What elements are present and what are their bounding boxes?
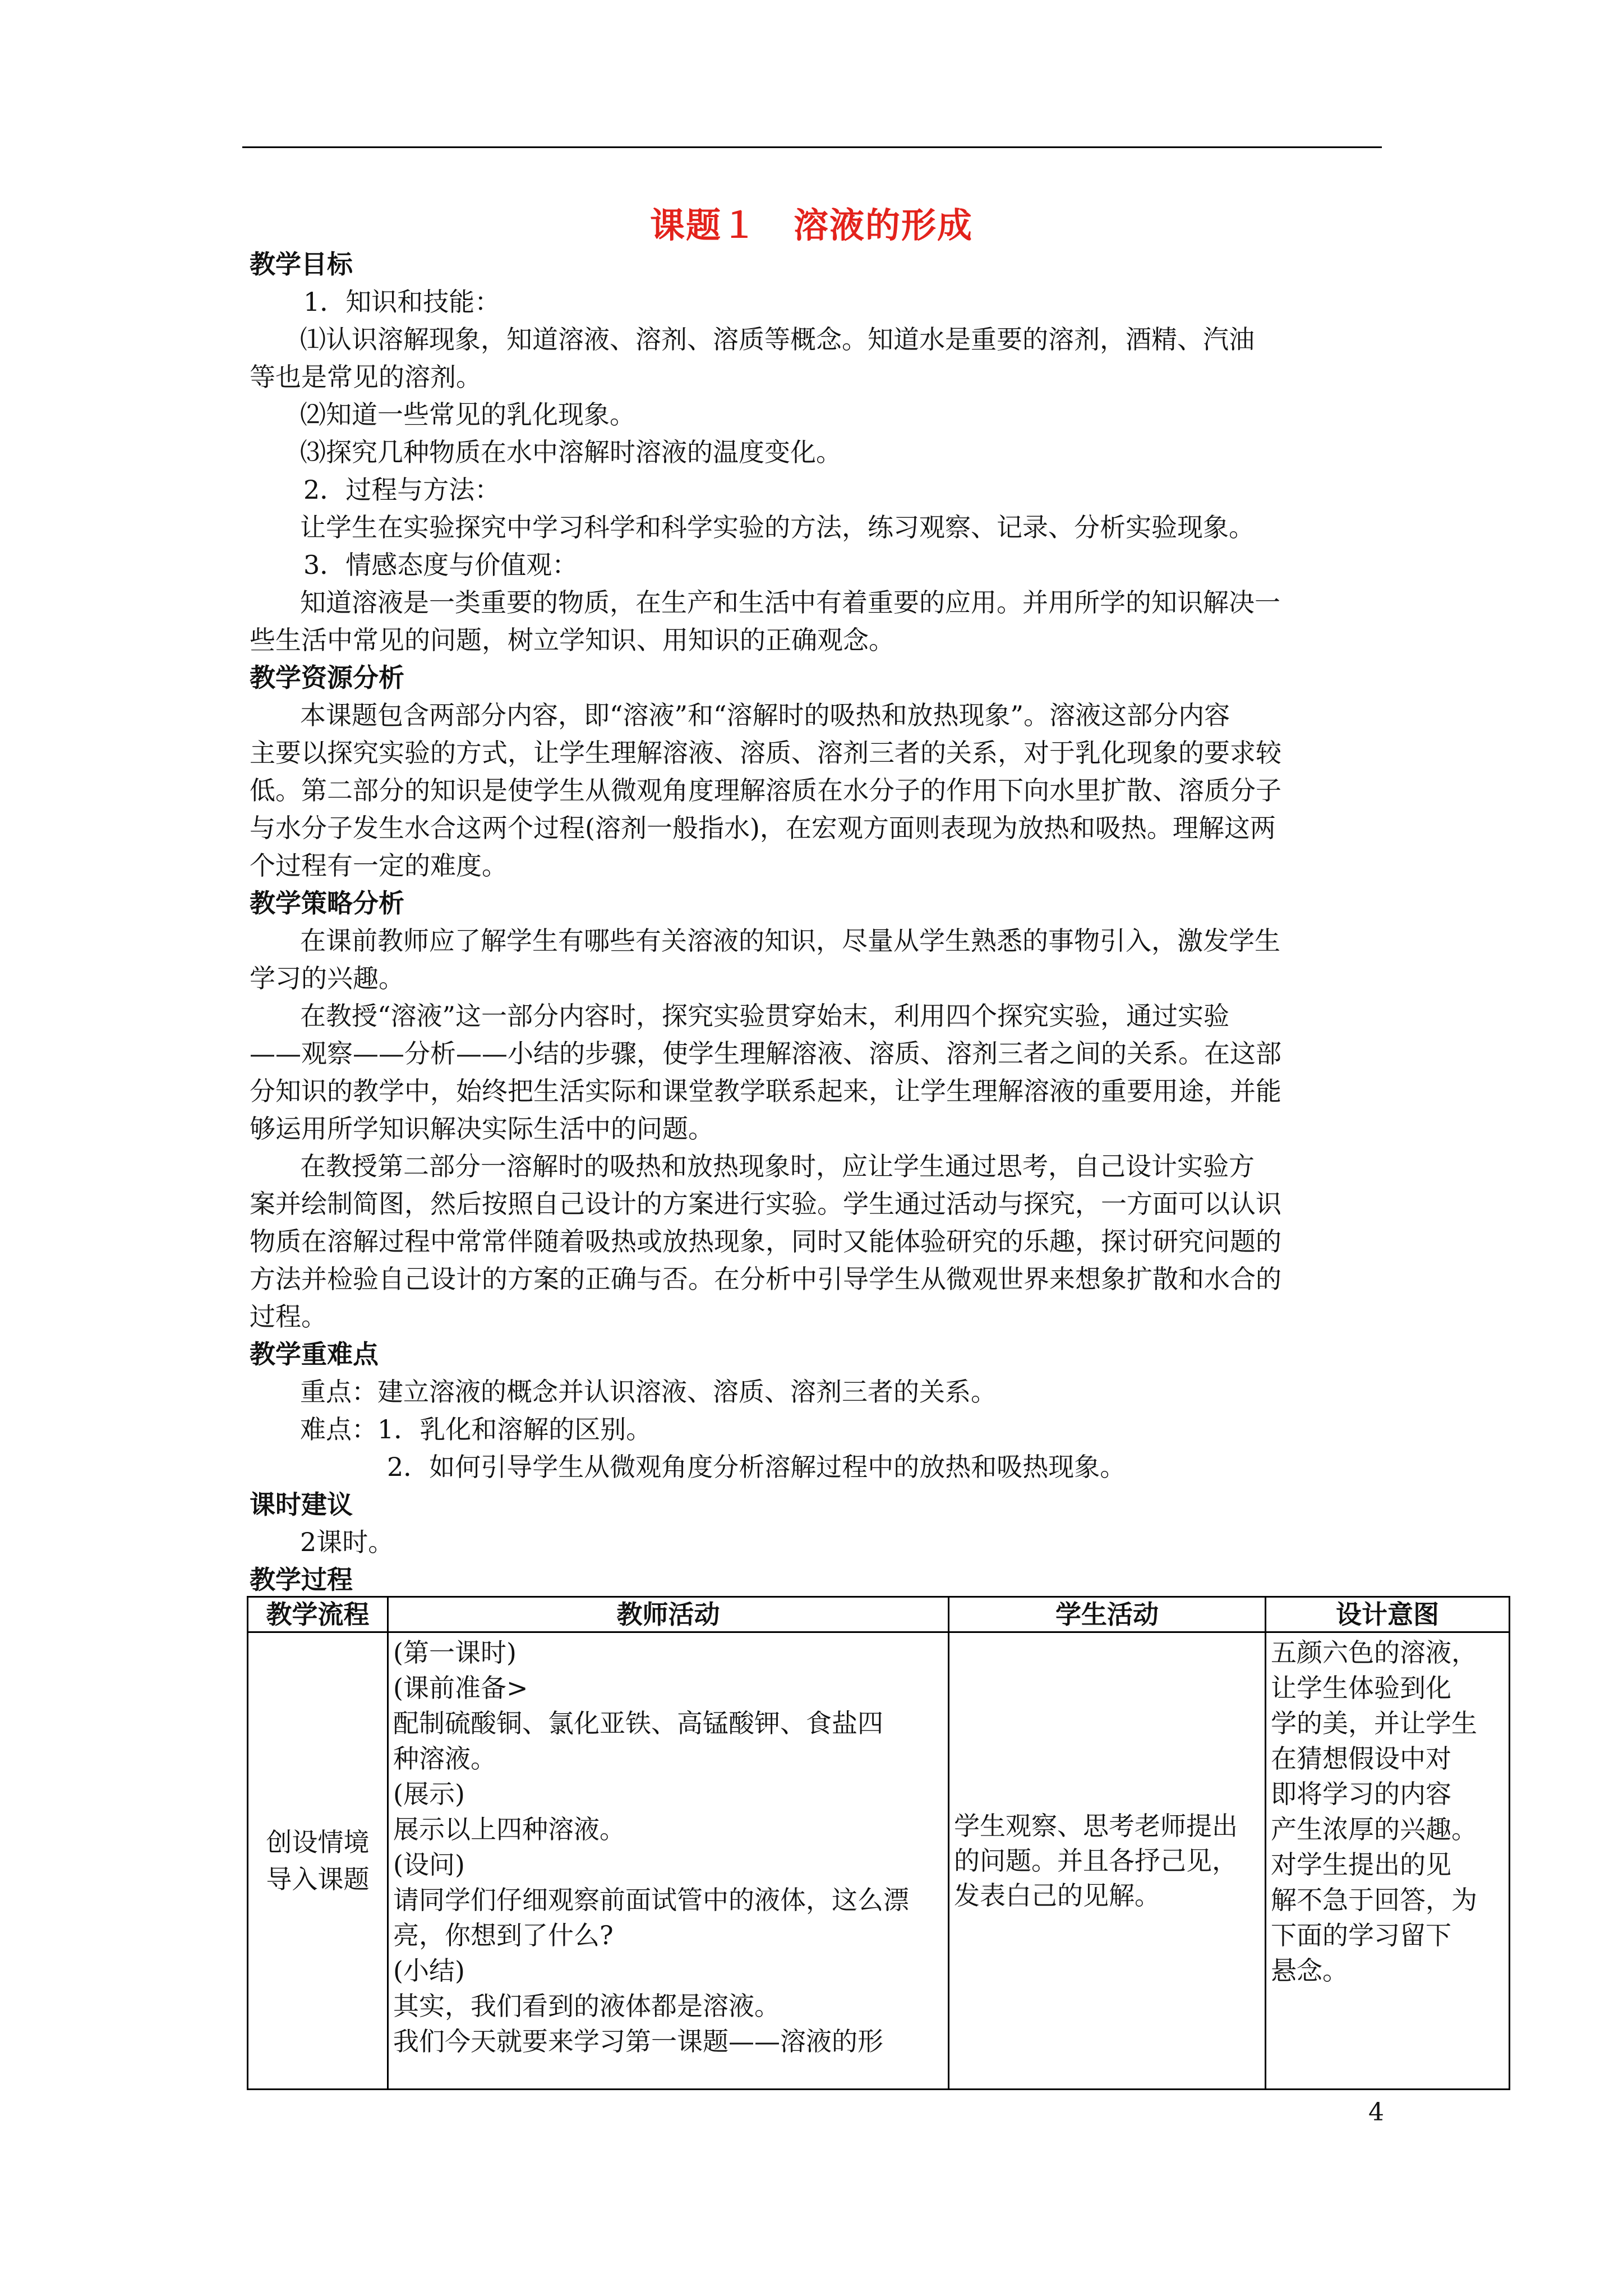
document-body bbox=[250, 246, 1377, 1599]
cell-line: 创设情境 bbox=[266, 1827, 370, 1857]
teaching-process-table bbox=[247, 1596, 1510, 2090]
paragraph-line: 难点：1．乳化和溶解的区别。 bbox=[300, 1414, 652, 1444]
cell-line: 我们今天就要来学习第一课题——溶液的形 bbox=[393, 2026, 883, 2056]
paragraph-line: 些生活中常见的问题，树立学知识、用知识的正确观念。 bbox=[250, 625, 895, 655]
paragraph-line: 等也是常见的溶剂。 bbox=[250, 362, 482, 392]
paragraph-line: 物质在溶解过程中常常伴随着吸热或放热现象，同时又能体验研究的乐趣，探讨研究问题的 bbox=[250, 1226, 1281, 1257]
cell-line: (第一课时) bbox=[393, 1637, 517, 1668]
page-number: 4 bbox=[1368, 2098, 1384, 2127]
paragraph-line: 在课前教师应了解学生有哪些有关溶液的知识，尽量从学生熟悉的事物引入，激发学生 bbox=[300, 926, 1280, 956]
paragraph-line: 3．情感态度与价值观： bbox=[303, 550, 578, 580]
cell-line: 解不急于回答，为 bbox=[1271, 1885, 1477, 1915]
cell-student-activity bbox=[949, 1632, 1266, 2090]
cell-line: 导入课题 bbox=[266, 1864, 370, 1894]
cell-line: 在猜想假设中对 bbox=[1271, 1743, 1451, 1774]
column-header: 教学流程 bbox=[248, 1597, 388, 1632]
cell-line: 亮，你想到了什么? bbox=[393, 1920, 614, 1950]
paragraph-line: 知道溶液是一类重要的物质，在生产和生活中有着重要的应用。并用所学的知识解决一 bbox=[300, 587, 1280, 618]
cell-teacher-activity bbox=[388, 1632, 949, 2090]
cell-line: (课前准备> bbox=[393, 1673, 528, 1703]
paragraph-line: ⑶探究几种物质在水中溶解时溶液的温度变化。 bbox=[300, 437, 842, 467]
cell-line: (设问) bbox=[393, 1849, 465, 1880]
paragraph-line: 案并绘制简图，然后按照自己设计的方案进行实验。学生通过活动与探究，一方面可以认识 bbox=[250, 1189, 1281, 1219]
paragraph-line: 学习的兴趣。 bbox=[250, 963, 404, 993]
section-heading-strategy: 教学策略分析 bbox=[250, 888, 404, 918]
header-rule bbox=[242, 146, 1382, 148]
paragraph-line: 低。第二部分的知识是使学生从微观角度理解溶质在水分子的作用下向水里扩散、溶质分子 bbox=[250, 775, 1281, 806]
cell-line: 其实，我们看到的液体都是溶液。 bbox=[393, 1991, 780, 2021]
column-header: 教师活动 bbox=[388, 1597, 949, 1632]
paragraph-line: 在教授第二部分一溶解时的吸热和放热现象时，应让学生通过思考，自己设计实验方 bbox=[300, 1151, 1255, 1181]
paragraph-line: 与水分子发生水合这两个过程(溶剂一般指水)，在宏观方面则表现为放热和吸热。理解这两 bbox=[250, 813, 1276, 843]
cell-design-intent bbox=[1266, 1632, 1510, 2090]
cell-line: 让学生体验到化 bbox=[1271, 1673, 1451, 1703]
cell-line: 种溶液。 bbox=[393, 1743, 496, 1774]
paragraph-line: 在教授“溶液”这一部分内容时，探究实验贯穿始末，利用四个探究实验，通过实验 bbox=[300, 1001, 1230, 1031]
paragraph-line: 2．如何引导学生从微观角度分析溶解过程中的放热和吸热现象。 bbox=[387, 1452, 1126, 1482]
paragraph-line: 让学生在实验探究中学习科学和科学实验的方法，练习观察、记录、分析实验现象。 bbox=[300, 512, 1255, 542]
cell-line: 即将学习的内容 bbox=[1271, 1779, 1451, 1809]
cell-line: 学生观察、思考老师提出 bbox=[954, 1811, 1238, 1841]
paragraph-line: 2．过程与方法： bbox=[303, 475, 501, 505]
cell-line: 配制硫酸铜、氯化亚铁、高锰酸钾、食盐四 bbox=[393, 1708, 883, 1738]
cell-line: (展示) bbox=[393, 1779, 465, 1809]
paragraph-line: 过程。 bbox=[250, 1301, 327, 1332]
section-heading-process: 教学过程 bbox=[250, 1565, 353, 1595]
cell-line: 展示以上四种溶液。 bbox=[393, 1814, 625, 1844]
cell-flow bbox=[248, 1632, 388, 2090]
cell-line: 对学生提出的见 bbox=[1271, 1849, 1451, 1880]
cell-line: 学的美，并让学生 bbox=[1271, 1708, 1477, 1738]
section-heading-goals: 教学目标 bbox=[250, 249, 353, 279]
cell-line: 悬念。 bbox=[1271, 1955, 1348, 1986]
cell-line: 下面的学习留下 bbox=[1271, 1920, 1451, 1950]
table-row bbox=[248, 1632, 1510, 2090]
cell-line: 请同学们仔细观察前面试管中的液体，这么漂 bbox=[393, 1885, 909, 1915]
paragraph-line: 够运用所学知识解决实际生活中的问题。 bbox=[250, 1114, 714, 1144]
table-header-row bbox=[248, 1597, 1510, 1632]
cell-line: 发表白己的见解。 bbox=[954, 1880, 1160, 1911]
paragraph-line: 分知识的教学中，始终把生活实际和课堂教学联系起来，让学生理解溶液的重要用途，并能 bbox=[250, 1076, 1281, 1106]
column-header: 设计意图 bbox=[1266, 1597, 1510, 1632]
cell-line: 产生浓厚的兴趣。 bbox=[1271, 1814, 1477, 1844]
paragraph-line: ——观察——分析——小结的步骤，使学生理解溶液、溶质、溶剂三者之间的关系。在这部 bbox=[250, 1038, 1281, 1069]
paragraph-line: 本课题包含两部分内容，即“溶液”和“溶解时的吸热和放热现象”。溶液这部分内容 bbox=[300, 700, 1230, 730]
section-heading-hours: 课时建议 bbox=[250, 1489, 353, 1520]
cell-line: 的问题。并且各抒己见， bbox=[954, 1846, 1238, 1876]
paragraph-line: 2课时。 bbox=[300, 1527, 394, 1557]
paragraph-line: ⑴认识溶解现象，知道溶液、溶剂、溶质等概念。知道水是重要的溶剂，酒精、汽油 bbox=[300, 324, 1255, 355]
paragraph-line: 个过程有一定的难度。 bbox=[250, 850, 508, 881]
paragraph-line: 重点：建立溶液的概念并认识溶液、溶质、溶剂三者的关系。 bbox=[300, 1377, 997, 1407]
cell-line: 五颜六色的溶液， bbox=[1271, 1637, 1477, 1668]
section-heading-resources: 教学资源分析 bbox=[250, 662, 404, 693]
paragraph-line: 方法并检验自己设计的方案的正确与否。在分析中引导学生从微观世界来想象扩散和水合的 bbox=[250, 1264, 1281, 1294]
paragraph-line: 主要以探究实验的方式，让学生理解溶液、溶质、溶剂三者的关系，对于乳化现象的要求较 bbox=[250, 738, 1281, 768]
paragraph-line: 1．知识和技能： bbox=[303, 287, 501, 317]
section-heading-keypoints: 教学重难点 bbox=[250, 1339, 379, 1369]
paragraph-line: ⑵知道一些常见的乳化现象。 bbox=[300, 399, 635, 430]
cell-line: (小结) bbox=[393, 1955, 465, 1986]
column-header: 学生活动 bbox=[949, 1597, 1266, 1632]
page-title: 课题１ 溶液的形成 bbox=[649, 205, 973, 246]
